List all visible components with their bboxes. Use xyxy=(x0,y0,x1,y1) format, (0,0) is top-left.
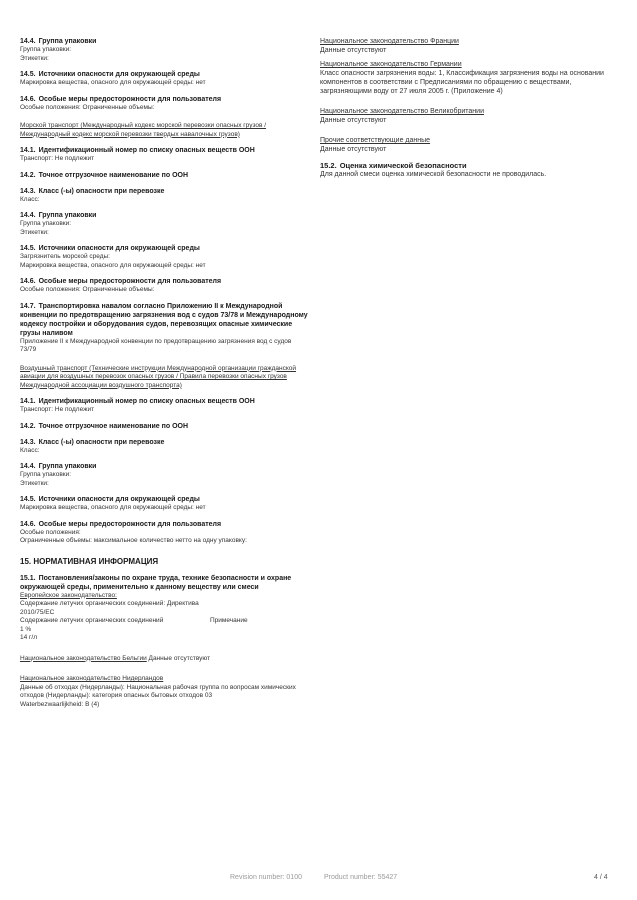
text-line: Загрязнитель морской среды: xyxy=(20,253,110,260)
germany-subheading: Национальное законодательство Германии xyxy=(320,61,462,68)
text-line: Данные отсутствуют xyxy=(320,146,387,153)
text-line: Данные отсутствуют xyxy=(320,47,387,54)
text-line: Приложение II к Международной конвенции по предотвращению загрязнения вод с судов 73/79 xyxy=(20,337,292,353)
product-number: Product number: 55427 xyxy=(324,874,398,881)
eu-legislation-subheading: Европейское законодательство: xyxy=(20,591,117,599)
section-heading: 14.6. Особые меры предосторожности для пользователя xyxy=(20,95,222,103)
text-line: Класс опасности загрязнения воды: 1, Классификация загрязнения воды на основании компонентов в соответствии с Предписаниями по обращению с веществами, загрязняющими воду от 27 июля 2005 г. (Приложение 4) xyxy=(320,70,604,95)
section-heading: 14.6. Особые меры предосторожности для пользователя xyxy=(20,520,222,528)
text-line: Группа упаковки: xyxy=(20,471,72,478)
text-line: Особые положения: Ограниченные объемы: xyxy=(20,103,155,111)
other-data-subheading: Прочие соответствующие данные xyxy=(320,137,431,144)
sea-transport-subheading: Морской транспорт (Международный кодекс морской перевозки опасных грузов / Международный кодекс морской перевозки твердых навалочных грузов) xyxy=(20,122,267,138)
section-heading: 15.2. Оценка химической безопасности xyxy=(320,161,467,170)
table-row: Содержание летучих органических соединений: Директива 2010/75/ЕС xyxy=(20,600,199,616)
page-number: 4 / 4 xyxy=(594,874,608,881)
section-heading: 14.2. Точное отгрузочное наименование по ООН xyxy=(20,422,189,430)
text-line: Этикетки: xyxy=(20,479,49,487)
text-line: Для данной смеси оценка химической безопасности не проводилась. xyxy=(320,171,547,178)
revision-number: Revision number: 0100 xyxy=(230,874,302,881)
text-line: Этикетки: xyxy=(20,228,49,236)
page-footer xyxy=(0,874,637,886)
text-line: Ограниченные объемы: максимальное количество нетто на одну упаковку: xyxy=(20,537,247,544)
text-line: Группа упаковки: xyxy=(20,46,72,53)
section-15-title: 15. НОРМАТИВНАЯ ИНФОРМАЦИЯ xyxy=(20,556,159,566)
section-heading: 14.3. Класс (-ы) опасности при перевозке xyxy=(20,187,165,195)
section-heading: 14.4. Группа упаковки xyxy=(20,212,97,219)
table-row: 1 % xyxy=(20,625,32,633)
section-heading: 14.3. Класс (-ы) опасности при перевозке xyxy=(20,438,165,446)
belgium-line: Национальное законодательство Бельгии Данные отсутствуют xyxy=(20,654,211,662)
section-heading: 14.2. Точное отгрузочное наименование по ООН xyxy=(20,171,189,179)
footer-meta xyxy=(230,874,419,881)
text-line: Данные отсутствуют xyxy=(320,117,387,124)
left-column xyxy=(20,37,308,709)
text-line: Группа упаковки: xyxy=(20,220,72,227)
text-line: Особые положения: Ограниченные объемы: xyxy=(20,286,155,293)
france-subheading: Национальное законодательство Франции xyxy=(320,38,459,45)
section-heading: 15.1. Постановления/законы по охране труда, технике безопасности и охране окружающей среды, применительно к данному веществу или смеси xyxy=(20,574,292,591)
section-heading: 14.5. Источники опасности для окружающей среды xyxy=(20,496,200,503)
text-line: Особые положения: xyxy=(20,528,81,536)
right-column xyxy=(320,37,610,179)
section-heading: 14.4. Группа упаковки xyxy=(20,463,97,470)
section-heading: 14.5. Источники опасности для окружающей среды xyxy=(20,71,200,78)
netherlands-subheading: Национальное законодательство Нидерландов xyxy=(20,675,164,682)
text-line: Транспорт: Не подлежит xyxy=(20,155,95,162)
section-heading: 14.1. Идентификационный номер по списку опасных веществ ООН xyxy=(20,398,255,405)
text-line: Waterbezwaarlijkheid: B (4) xyxy=(20,700,100,708)
section-heading: 14.7. Транспортировка навалом согласно Приложению II к Международной конвенции по предотвращению загрязнения вод с судов 73/78 и Международному кодексу постройки и оборудования судов, перевозящих опасные химические грузы наливом xyxy=(20,302,308,337)
uk-subheading: Национальное законодательство Великобритании xyxy=(320,108,484,115)
text-line: Класс: xyxy=(20,446,40,454)
belgium-subheading: Национальное законодательство Бельгии xyxy=(20,654,147,662)
text-line: Транспорт: Не подлежит xyxy=(20,406,95,413)
section-heading: 14.5. Источники опасности для окружающей среды xyxy=(20,245,200,252)
table-row: Содержание летучих органических соединений Примечание xyxy=(20,617,248,624)
text-line: Маркировка вещества, опасного для окружающей среды: нет xyxy=(20,261,206,269)
section-heading: 14.6. Особые меры предосторожности для пользователя xyxy=(20,278,222,285)
text-line: Данные об отходах (Нидерланды): Национальная рабочая группа по вопросам химических отходов (Нидерланды): категория опасных бытовых отходов 03 xyxy=(20,683,296,699)
section-heading: 14.1. Идентификационный номер по списку опасных веществ ООН xyxy=(20,147,255,154)
table-row: 14 г/л xyxy=(20,634,38,641)
text-line: Маркировка вещества, опасного для окружающей среды: нет xyxy=(20,504,206,511)
section-heading: 14.4. Группа упаковки xyxy=(20,38,97,45)
air-transport-subheading: Воздушный транспорт (Технические инструкции Международной организации гражданской авиации для воздушных перевозок опасных грузов / Правила перевозки опасных грузов Международной ассоциации воздушного транспорта) xyxy=(20,364,297,389)
text-line: Этикетки: xyxy=(20,54,49,62)
text-line: Маркировка вещества, опасного для окружающей среды: нет xyxy=(20,79,206,86)
text-line: Класс: xyxy=(20,195,40,203)
